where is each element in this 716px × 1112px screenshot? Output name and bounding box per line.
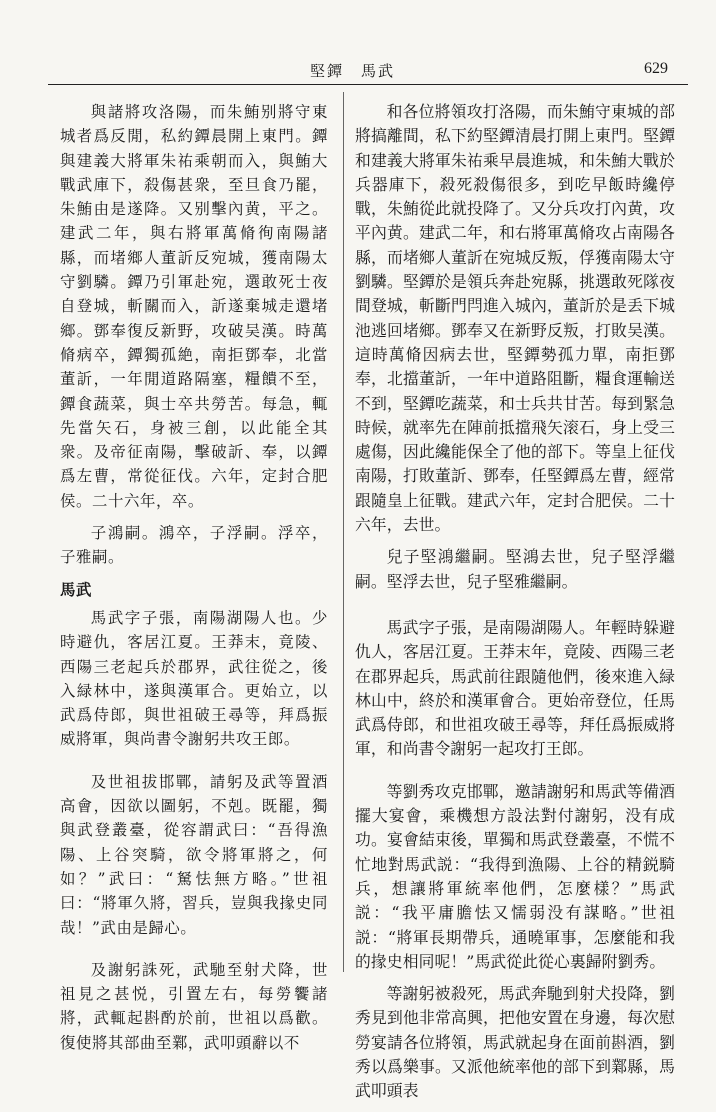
paragraph: 等劉秀攻克邯鄲，邀請謝躬和馬武等備酒擺大宴會，乘機想方設法對付謝躬，没有成功。宴會結束後，單獨和馬武登叢臺，不慌不忙地對馬武説：“我得到漁陽、上谷的精鋭騎兵，想讓將軍統率他們，怎麼樣？”馬武説：“我平庸膽怯又懦弱没有謀略。”世祖説：“將軍長期帶兵，通曉軍事，怎麼能和我的掾史相同呢！”馬武從此從心裏歸附劉秀。 [355, 781, 675, 971]
paragraph: 馬武字子張，南陽湖陽人也。少時避仇，客居江夏。王莽末，竟陵、西陽三老起兵於郡界，武往從之，後入緑林中，遂與漢軍合。更始立，以武爲侍郎，與世祖破王尋等，拜爲振威將軍，與尚書令謝躬共攻王郎。 [60, 608, 328, 749]
paragraph: 和各位將領攻打洛陽，而朱鮪守東城的部將搞離間，私下約堅鐔清晨打開上東門。堅鐔和建義大將軍朱祐乘早晨進城，和朱鮪大戰於兵器庫下，殺死殺傷很多，到吃早飯時纔停戰，朱鮪從此就投降了。又分兵攻打內黄，攻平內黄。建武二年，和右將軍萬脩攻占南陽各縣，而堵鄉人董訢在宛城反叛，俘獲南陽太守劉驎。堅鐔於是領兵奔赴宛縣，挑選敢死隊夜間登城，斬斷門閂進入城內，董訢於是丢下城池逃回堵鄉。鄧奉又在新野反叛，打敗吴漢。這時萬脩因病去世，堅鐔勢孤力單，南拒鄧奉，北擋董訢，一年中道路阻斷，糧食運輸送不到，堅鐔吃蔬菜，和士兵共甘苦。每到緊急時候，就率先在陣前抵擋飛矢滚石，身上受三處傷，因此纔能保全了他的部下。等皇上征伐南陽，打敗董訢、鄧奉，任堅鐔爲左曹，經常跟隨皇上征戰。建武六年，定封合肥侯。二十六年，去世。 [355, 102, 675, 535]
paragraph: 等謝躬被殺死，馬武奔馳到射犬投降，劉秀見到他非常高興，把他安置在身邊，每次慰勞宴請各位將領，馬武就起身在面前斟酒，劉秀以爲樂事。又派他統率他的部下到鄴縣，馬武叩頭表 [355, 984, 675, 1101]
header-rule [48, 84, 688, 85]
column-divider [343, 92, 344, 972]
page-header [0, 60, 716, 84]
running-title: 堅鐔 馬武 [310, 62, 396, 80]
section-heading: 馬武 [60, 580, 92, 599]
paragraph: 及世祖拔邯鄲，請躬及武等置酒高會，因欲以圖躬，不剋。既罷，獨與武登叢臺，從容謂武曰：“吾得漁陽、上谷突騎，欲令將軍將之，何如？”武曰：“駑怯無方略。”世祖曰：“將軍久將，習兵，豈與我掾史同哉！”武由是歸心。 [60, 772, 328, 937]
left-column-classical-text [60, 100, 328, 1063]
right-column-translation [355, 100, 675, 1112]
page-number: 629 [644, 60, 668, 77]
paragraph: 及謝躬誅死，武馳至射犬降，世祖見之甚悦，引置左右，每勞饗諸將，武輒起斟酌於前，世祖以爲歡。復使將其部曲至鄴，武叩頭辭以不 [60, 960, 328, 1052]
paragraph: 與諸將攻洛陽，而朱鮪别將守東城者爲反閒，私約鐔晨開上東門。鐔與建義大將軍朱祐乘朝而入，與鮪大戰武庫下，殺傷甚衆，至旦食乃罷，朱鮪由是遂降。又别擊內黄，平之。建武二年，與右將軍萬脩徇南陽諸縣，而堵鄉人董訢反宛城，獲南陽太守劉驎。鐔乃引軍赴宛，選敢死士夜自登城，斬關而入，訢遂棄城走還堵鄉。鄧奉復反新野，攻破吴漢。時萬脩病卒，鐔獨孤絶，南拒鄧奉，北當董訢，一年閒道路隔塞，糧饋不至，鐔食蔬菜，與士卒共勞苦。每急，輒先當矢石，身被三創，以此能全其衆。及帝征南陽，擊破訢、奉，以鐔爲左曹，常從征伐。六年，定封合肥侯。二十六年，卒。 [60, 103, 328, 510]
paragraph: 馬武字子張，是南陽湖陽人。年輕時躲避仇人，客居江夏。王莽末年，竟陵、西陽三老在郡界起兵，馬武前往跟隨他們，後來進入緑林山中，終於和漢軍會合。更始帝登位，任馬武爲侍郎，和世祖攻破王尋等，拜任爲振威將軍，和尚書令謝躬一起攻打王郎。 [355, 617, 675, 759]
paragraph: 子鴻嗣。鴻卒，子浮嗣。浮卒，子雅嗣。 [60, 524, 328, 567]
paragraph: 兒子堅鴻繼嗣。堅鴻去世，兒子堅浮繼嗣。堅浮去世，兒子堅雅繼嗣。 [355, 547, 675, 591]
